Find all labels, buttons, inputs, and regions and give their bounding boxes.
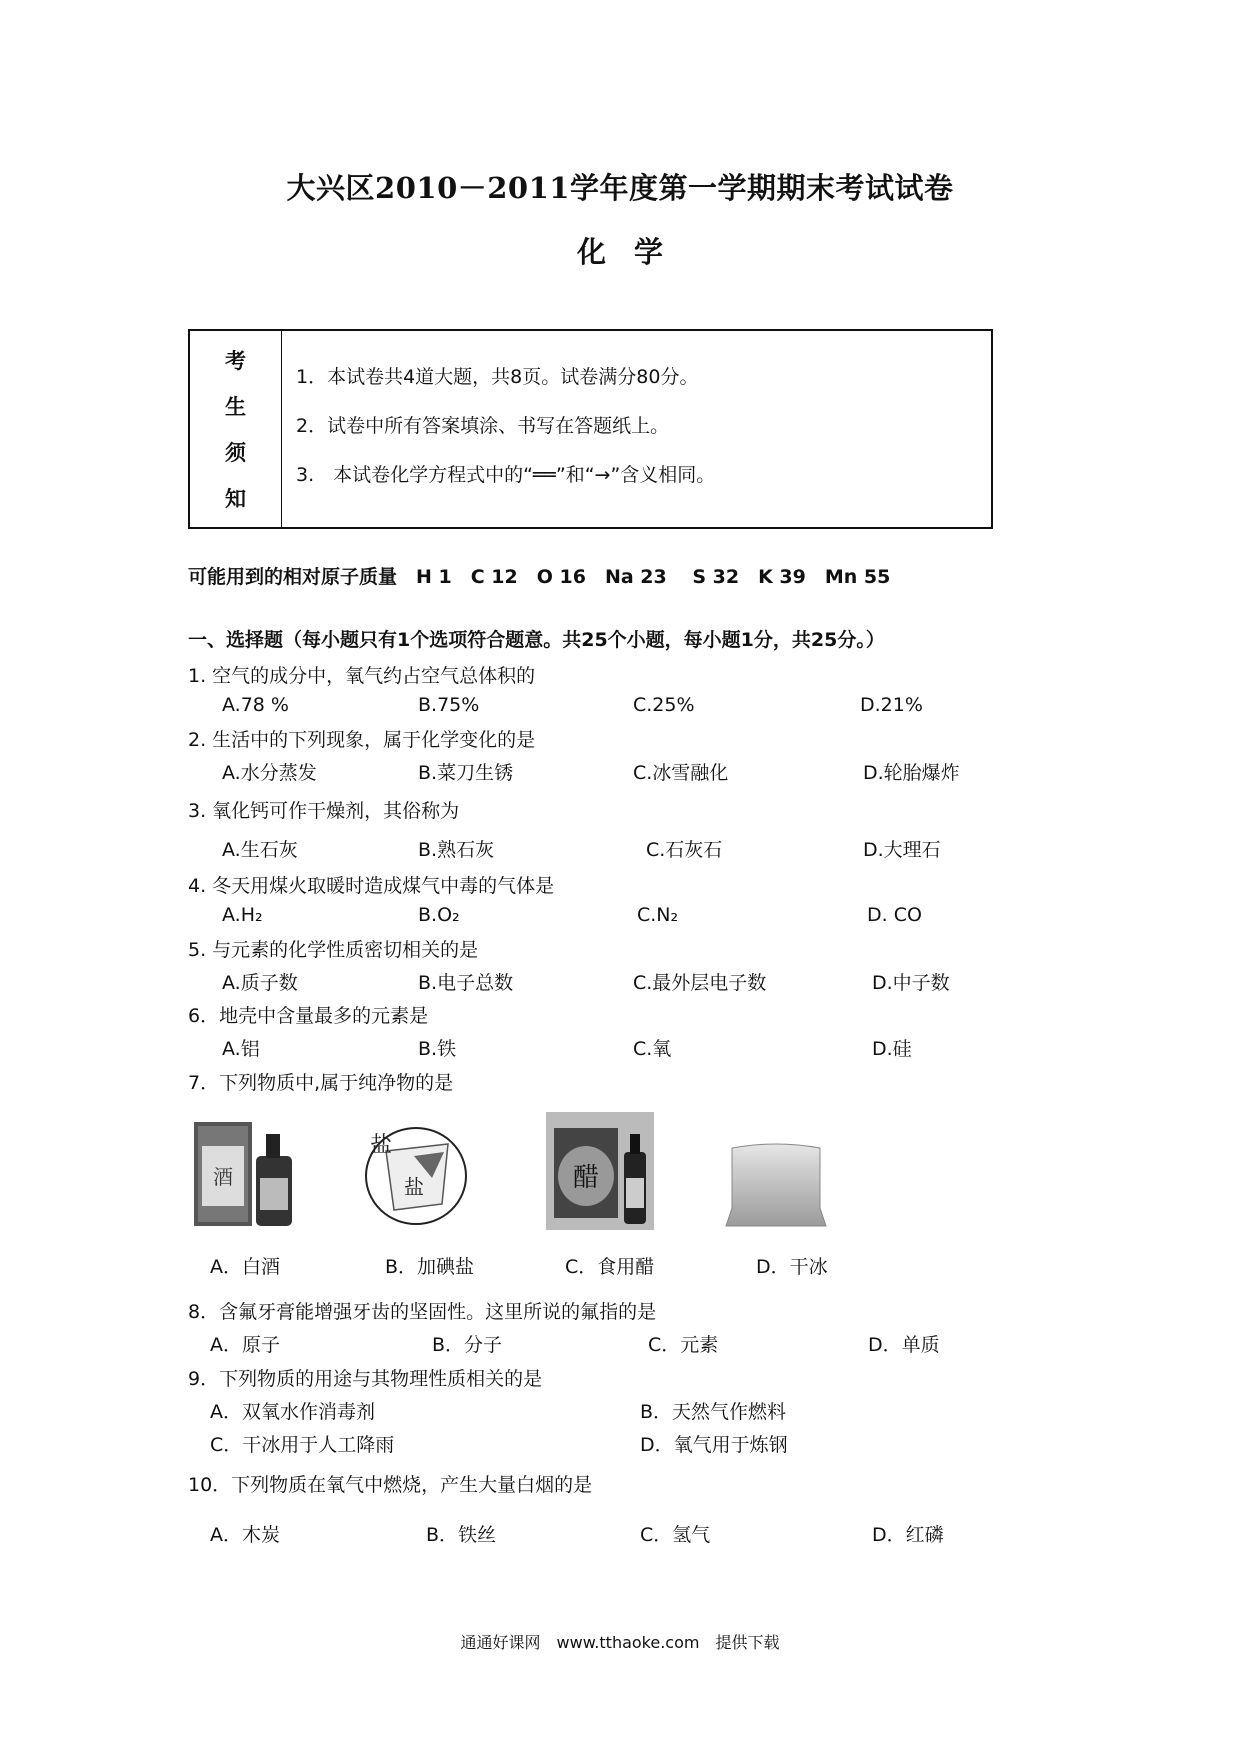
page-title: 大兴区2010－2011学年度第一学期期末考试试卷 xyxy=(286,171,954,205)
question-stem: 2. 生活中的下列现象，属于化学变化的是 xyxy=(188,729,536,751)
option: B．分子 xyxy=(432,1334,503,1356)
option: A.水分蒸发 xyxy=(222,762,317,784)
question-stem: 9．下列物质的用途与其物理性质相关的是 xyxy=(188,1368,543,1390)
option: C.氧 xyxy=(633,1038,672,1060)
option: A．白酒 xyxy=(210,1256,280,1278)
question-stem: 1. 空气的成分中，氧气约占空气总体积的 xyxy=(188,665,536,687)
salt-label: 盐 xyxy=(404,1175,424,1199)
option: C.N₂ xyxy=(637,904,679,926)
liquor-image xyxy=(194,1116,296,1228)
salt-image xyxy=(356,1116,468,1228)
footer: 通通好课网 www.tthaoke.com 提供下载 xyxy=(460,1633,780,1652)
question-stem: 5. 与元素的化学性质密切相关的是 xyxy=(188,939,479,961)
option: B.菜刀生锈 xyxy=(418,762,514,784)
dry-ice-image xyxy=(724,1142,828,1228)
question-stem: 3. 氧化钙可作干燥剂，其俗称为 xyxy=(188,800,460,822)
section-heading: 一、选择题（每小题只有1个选项符合题意。共25个小题，每小题1分，共25分。） xyxy=(188,629,885,651)
notice-items xyxy=(282,331,991,527)
option: C.25% xyxy=(633,694,695,716)
question-stem: 4. 冬天用煤火取暖时造成煤气中毒的气体是 xyxy=(188,875,555,897)
option: A.78 % xyxy=(222,694,289,716)
option: D.中子数 xyxy=(872,972,950,994)
option: A．原子 xyxy=(210,1334,280,1356)
question-stem: 7．下列物质中,属于纯净物的是 xyxy=(188,1072,454,1094)
option: D.硅 xyxy=(872,1038,912,1060)
option: D．单质 xyxy=(868,1334,940,1356)
notice-item: 1．本试卷共4道大题，共8页。试卷满分80分。 xyxy=(296,366,699,388)
option: A．双氧水作消毒剂 xyxy=(210,1401,375,1423)
atomic-masses: 可能用到的相对原子质量 H 1 C 12 O 16 Na 23 S 32 K 39 Mn 55 xyxy=(188,566,891,588)
option: D. CO xyxy=(867,904,922,926)
option: A.铝 xyxy=(222,1038,260,1060)
option: B．铁丝 xyxy=(426,1524,497,1546)
option: B.铁 xyxy=(418,1038,457,1060)
notice-item: 2．试卷中所有答案填涂、书写在答题纸上。 xyxy=(296,415,670,437)
option: D.轮胎爆炸 xyxy=(863,762,960,784)
option: B.熟石灰 xyxy=(418,839,495,861)
option: D．红磷 xyxy=(872,1524,944,1546)
question-stem: 10．下列物质在氧气中燃烧，产生大量白烟的是 xyxy=(188,1474,593,1496)
notice-label-char: 考 xyxy=(225,348,246,373)
option: D.21% xyxy=(860,694,923,716)
option: C.石灰石 xyxy=(646,839,723,861)
option: C．干冰用于人工降雨 xyxy=(210,1434,395,1456)
option: C.最外层电子数 xyxy=(633,972,767,994)
vinegar-image xyxy=(546,1112,654,1230)
option: A.质子数 xyxy=(222,972,298,994)
option: D.大理石 xyxy=(863,839,941,861)
notice-box xyxy=(188,329,993,529)
question-stem: 8．含氟牙膏能增强牙齿的坚固性。这里所说的氟指的是 xyxy=(188,1301,657,1323)
option: B.电子总数 xyxy=(418,972,514,994)
notice-label-char: 须 xyxy=(225,440,246,465)
notice-label-char: 生 xyxy=(225,394,246,419)
option: C．元素 xyxy=(648,1334,719,1356)
option: C．氢气 xyxy=(640,1524,711,1546)
notice-label-char: 知 xyxy=(225,486,246,511)
notice-item: 3. 本试卷化学方程式中的“══”和“→”含义相同。 xyxy=(296,464,716,486)
option: A.生石灰 xyxy=(222,839,298,861)
option: C．食用醋 xyxy=(565,1256,655,1278)
option: D．干冰 xyxy=(756,1256,828,1278)
option: B.O₂ xyxy=(418,904,460,926)
salt-label: 盐 xyxy=(370,1133,393,1158)
option: C.冰雪融化 xyxy=(633,762,729,784)
option: B．加碘盐 xyxy=(385,1256,475,1278)
vinegar-label: 醋 xyxy=(572,1163,600,1193)
option: D．氧气用于炼钢 xyxy=(640,1434,788,1456)
option: A．木炭 xyxy=(210,1524,280,1546)
subject-title: 化学 xyxy=(576,235,691,269)
notice-label xyxy=(190,331,282,527)
option: B．天然气作燃料 xyxy=(640,1401,787,1423)
option: A.H₂ xyxy=(222,904,263,926)
liquor-label: 酒 xyxy=(213,1165,233,1189)
question-stem: 6．地壳中含量最多的元素是 xyxy=(188,1005,429,1027)
option: B.75% xyxy=(418,694,480,716)
